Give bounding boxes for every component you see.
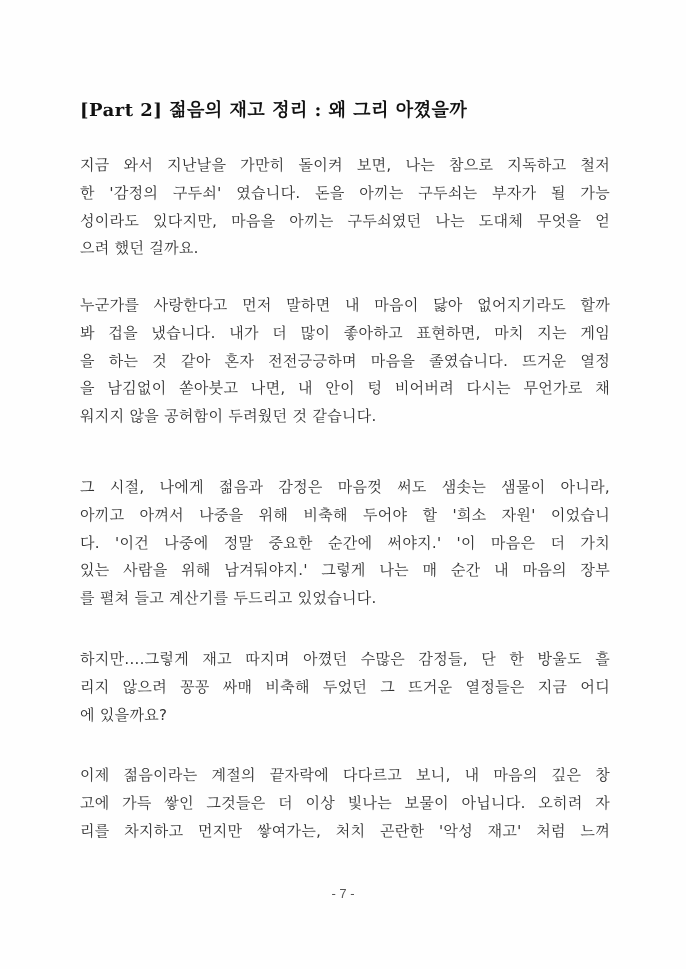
section-title: [Part 2] 젊음의 재고 정리 : 왜 그리 아꼈을까 [80,100,468,121]
text-line: 봐 겁을 냈습니다. 내가 더 많이 좋아하고 표현하면, 마치 지는 게임 [80,323,610,342]
paragraph-2 [80,292,610,431]
text-line: 리를 차지하고 먼지만 쌓여가는, 처치 곤란한 '악성 재고' 처럼 느껴 [80,821,610,840]
text-line: 을 하는 것 같아 혼자 전전긍긍하며 마음을 졸였습니다. 뜨거운 열정 [80,351,610,370]
text-line: 있는 사람을 위해 남겨둬야지.' 그렇게 나는 매 순간 내 마음의 장부 [80,561,610,580]
paragraph-4 [80,646,610,729]
text-line: 지금 와서 지난날을 가만히 돌이켜 보면, 나는 참으로 지독하고 철저 [80,156,610,174]
text-line: 성이라도 있다지만, 마음을 아끼는 구두쇠였던 나는 도대체 무엇을 얻 [80,211,610,230]
text-line: 그 시절, 나에게 젊음과 감정은 마음껏 써도 샘솟는 샘물이 아니라, [80,478,610,496]
text-line: 고에 가득 쌓인 그것들은 더 이상 빛나는 보물이 아닙니다. 오히려 자 [80,793,610,812]
text-line: 누군가를 사랑한다고 먼저 말하면 내 마음이 닳아 없어지기라도 할까 [80,296,610,314]
text-line: 하지만....그렇게 재고 따지며 아꼈던 수많은 감정들, 단 한 방울도 흘 [80,650,610,668]
text-line: 에 있을까요? [80,705,168,724]
text-line: 이제 젊음이라는 계절의 끝자락에 다다르고 보니, 내 마음의 깊은 창 [80,766,610,784]
text-line: 한 '감정의 구두쇠' 였습니다. 돈을 아끼는 구두쇠는 부자가 될 가능 [80,183,610,202]
text-line: 으려 했던 걸까요. [80,239,199,258]
page-number: - 7 - [331,886,355,901]
text-line: 리지 않으려 꽁꽁 싸매 비축해 두었던 그 뜨거운 열정들은 지금 어디 [80,677,610,696]
text-line: 을 남김없이 쏟아붓고 나면, 내 안이 텅 비어버려 다시는 무언가로 채 [80,379,610,398]
text-line: 를 펼쳐 들고 계산기를 두드리고 있었습니다. [80,589,377,608]
text-line: 아끼고 아껴서 나중을 위해 비축해 두어야 할 '희소 자원' 이었습니 [80,505,610,524]
text-line: 다. '이건 나중에 정말 중요한 순간에 써야지.' '이 마음은 더 가치 [80,533,610,552]
paragraph-3 [80,474,610,613]
paragraph-5 [80,762,610,845]
text-line: 워지지 않을 공허함이 두려웠던 것 같습니다. [80,407,377,426]
paragraph-1 [80,152,610,263]
